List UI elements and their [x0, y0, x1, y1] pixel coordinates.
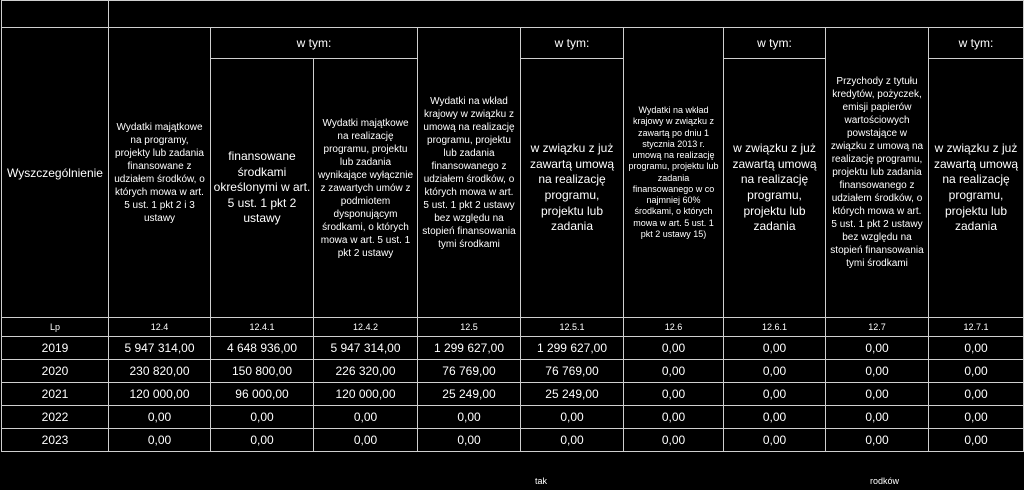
header-text-line: 5 ust. 1 pkt 2 i 3 — [124, 199, 195, 211]
header-text-line: kredytów, pożyczek, — [832, 89, 922, 100]
header-text-line: zawartą po dniu 1 — [637, 127, 710, 138]
header-text-line: powstające w — [846, 128, 908, 139]
table-cell: 0,00 — [314, 406, 418, 429]
header-text-line: mowa w art. 5 ust. 1 — [320, 234, 411, 246]
header-text-line: udziałem środków, o — [831, 193, 923, 204]
header-text-line: na realizację — [942, 172, 1010, 187]
col-number: 12.4 — [109, 318, 211, 337]
header-text-line: na realizację — [740, 172, 809, 187]
header-text-line: lub zadania — [339, 156, 392, 168]
row-year: 2019 — [2, 337, 109, 360]
table-cell: 5 947 314,00 — [109, 337, 211, 360]
table-cell: 0,00 — [211, 406, 314, 429]
header-text-line: Wydatki majątkowe — [322, 117, 409, 129]
row-year: 2023 — [2, 429, 109, 452]
header-text-line: bez względu na — [842, 232, 912, 243]
header-text-line: podmiotem — [340, 195, 391, 207]
table-cell: 0,00 — [724, 406, 826, 429]
header-text-line: tymi środkami — [438, 238, 500, 250]
header-text-line: 5 ust. 1 pkt 2 ustawy — [423, 199, 515, 211]
header-text-line: krajowy w związku z — [632, 116, 715, 127]
header-text-line: finansowanego z — [431, 160, 507, 172]
header-text-line: w związku z już — [733, 141, 816, 156]
header-text-line: związku z umową na — [830, 141, 924, 152]
table-cell: 0,00 — [929, 360, 1024, 383]
header-text-line: realizację programu, — [831, 154, 923, 165]
header-text-line: najmniej 60% — [646, 195, 701, 205]
header-col-12-6 — [624, 28, 724, 318]
header-text-line: tymi środkami — [846, 258, 908, 269]
table-cell: 0,00 — [826, 429, 929, 452]
header-text-line: zawartą umową — [529, 156, 615, 171]
header-text-line: ustawy — [243, 211, 281, 226]
table-cell: 4 648 936,00 — [211, 337, 314, 360]
col-number: Lp — [2, 318, 109, 337]
table-cell: 0,00 — [826, 406, 929, 429]
header-text-line: finansowanego z — [839, 180, 915, 191]
header-text-line: na realizację — [538, 172, 606, 187]
header-text-line: projekty lub zadania — [115, 147, 204, 159]
budget-table — [1, 0, 1024, 452]
header-text-line: Wydatki na wkład — [638, 105, 709, 115]
footer-fragment: tak — [535, 476, 548, 486]
table-cell: 120 000,00 — [314, 383, 418, 406]
header-text-line: bez względu na — [434, 212, 504, 224]
table-cell: 0,00 — [109, 429, 211, 452]
header-text-line: zawartą umową — [732, 156, 817, 171]
table-cell: 0,00 — [418, 406, 521, 429]
table-cell: 0,00 — [724, 383, 826, 406]
table-cell: 0,00 — [109, 406, 211, 429]
table-cell: 0,00 — [724, 429, 826, 452]
header-wyszczegolnienie: Wyszczególnienie — [2, 28, 109, 318]
table-cell: 0,00 — [624, 383, 724, 406]
table-cell: 0,00 — [521, 406, 624, 429]
header-col-12-7 — [826, 28, 929, 318]
header-text-line: lub zadania — [443, 147, 495, 159]
header-text-line: programu, projektu — [323, 143, 408, 155]
header-text-line: mowa w art. 5 ust. 1 — [633, 217, 714, 228]
header-text-line: w związku z już — [530, 141, 614, 156]
header-text-line: Wydatki majątkowe — [116, 121, 203, 133]
header-text-line: projektu lub — [540, 203, 604, 218]
table-cell: 0,00 — [929, 383, 1024, 406]
header-text-line: emisji papierów — [842, 102, 912, 113]
w-tym-label-4: w tym: — [929, 28, 1024, 59]
table-cell: 5 947 314,00 — [314, 337, 418, 360]
header-text-line: ustawy — [143, 212, 176, 224]
header-text-line: finansowane — [228, 149, 296, 164]
top-cell-span — [109, 1, 1024, 28]
col-number: 12.6.1 — [724, 318, 826, 337]
header-text-line: zadania — [753, 219, 796, 234]
row-year: 2022 — [2, 406, 109, 429]
table-cell: 1 299 627,00 — [418, 337, 521, 360]
table-cell: 0,00 — [624, 360, 724, 383]
table-cell: 0,00 — [826, 360, 929, 383]
table-cell: 0,00 — [314, 429, 418, 452]
data-rows — [2, 337, 1024, 452]
header-text-line: stopień finansowania — [830, 245, 924, 256]
row-year: 2020 — [2, 360, 109, 383]
header-col-12-4 — [109, 28, 211, 318]
w-tym-label-2: w tym: — [521, 28, 624, 59]
table-cell: 0,00 — [624, 337, 724, 360]
table-cell: 25 249,00 — [418, 383, 521, 406]
row-year: 2021 — [2, 383, 109, 406]
table-cell: 0,00 — [521, 429, 624, 452]
header-text-line: programu, projektu — [427, 134, 511, 146]
header-text-line: Przychody z tytułu — [836, 76, 918, 87]
table-cell: 0,00 — [624, 406, 724, 429]
header-text-line: pkt 2 ustawy 15) — [640, 228, 707, 239]
w-tym-row — [2, 28, 1024, 59]
table-cell: 0,00 — [826, 383, 929, 406]
table-cell: 230 820,00 — [109, 360, 211, 383]
header-text-line: wartościowych — [844, 115, 910, 126]
table-cell: 0,00 — [929, 337, 1024, 360]
header-text-line: 5 ust. 1 pkt 2 — [227, 195, 297, 210]
header-text-line: zadania — [550, 219, 594, 234]
col-number: 12.5.1 — [521, 318, 624, 337]
table-row — [2, 383, 1024, 406]
table-cell: 0,00 — [929, 406, 1024, 429]
table-cell: 0,00 — [624, 429, 724, 452]
header-text-line: projektu lub zadania — [832, 167, 922, 178]
header-text-line: na realizację — [337, 130, 394, 142]
header-col-12-6-1 — [724, 59, 826, 318]
header-text-line: 5 ust. 1 pkt 2 ustawy — [831, 219, 923, 230]
col-number: 12.5 — [418, 318, 521, 337]
header-col-12-4-1 — [211, 59, 314, 318]
table-cell: 25 249,00 — [521, 383, 624, 406]
col-number: 12.4.2 — [314, 318, 418, 337]
col-number: 12.6 — [624, 318, 724, 337]
table-cell: 76 769,00 — [521, 360, 624, 383]
header-text-line: stycznia 2013 r. — [642, 138, 705, 149]
header-text-line: zawartą umową — [933, 156, 1019, 171]
header-text-line: środkami — [237, 164, 287, 179]
header-text-line: na programy, — [130, 134, 189, 146]
header-text-line: udziałem środków, o — [423, 173, 515, 185]
header-text-line: wynikające wyłącznie — [317, 169, 414, 181]
header-text-line: których mowa w art. — [832, 206, 922, 217]
header-col-12-7-1 — [929, 59, 1024, 318]
header-text-line: pkt 2 ustawy — [337, 247, 394, 259]
table-cell: 76 769,00 — [418, 360, 521, 383]
header-text-line: finansowanego w co — [632, 183, 715, 194]
header-text-line: których mowa w art. — [424, 186, 514, 198]
header-text-line: projektu lub — [743, 203, 806, 218]
header-text-line: programu, — [747, 188, 802, 202]
header-text-line: środkami, o których — [322, 221, 409, 233]
header-text-line: Wydatki na wkład — [430, 95, 508, 107]
table-cell: 0,00 — [724, 337, 826, 360]
table-cell: 96 000,00 — [211, 383, 314, 406]
column-number-row — [2, 318, 1024, 337]
header-col-12-4-2 — [314, 59, 418, 318]
table-cell: 1 299 627,00 — [521, 337, 624, 360]
header-text-line: których mowa w art. — [115, 186, 204, 198]
header-text-line: z zawartych umów z — [320, 182, 411, 194]
header-text-line: projektu lub — [944, 203, 1008, 218]
table-cell: 0,00 — [211, 429, 314, 452]
header-text-line: umową na realizację — [423, 121, 515, 133]
header-text-line: stopień finansowania — [422, 225, 516, 237]
table-row — [2, 406, 1024, 429]
col-number: 12.7 — [826, 318, 929, 337]
table-cell: 0,00 — [418, 429, 521, 452]
top-cell-left — [2, 1, 109, 28]
header-text-line: w związku z już — [934, 141, 1018, 156]
header-text-line: finansowane z — [127, 160, 192, 172]
w-tym-label-1: w tym: — [211, 28, 418, 59]
header-text-line: zadania — [657, 172, 690, 183]
header-text-line: krajowy w związku z — [423, 108, 515, 120]
header-text-line: udziałem środków, o — [114, 173, 205, 185]
table-cell: 150 800,00 — [211, 360, 314, 383]
header-col-12-5 — [418, 28, 521, 318]
header-col-12-5-1 — [521, 59, 624, 318]
table-cell: 0,00 — [929, 429, 1024, 452]
table-cell: 226 320,00 — [314, 360, 418, 383]
header-text-line: programu, — [544, 188, 600, 202]
table-cell: 0,00 — [724, 360, 826, 383]
table-row — [2, 337, 1024, 360]
header-text-line: środkami, o których — [634, 206, 713, 217]
table-row — [2, 360, 1024, 383]
col-number: 12.7.1 — [929, 318, 1024, 337]
table-cell: 120 000,00 — [109, 383, 211, 406]
w-tym-label-3: w tym: — [724, 28, 826, 59]
table-cell: 0,00 — [826, 337, 929, 360]
header-text-line: umową na realizację — [632, 150, 715, 160]
header-text-line: programu, — [948, 188, 1004, 202]
header-text-line: określonymi w art. — [213, 180, 311, 195]
header-text-line: dysponującym — [333, 208, 398, 220]
header-text-line: zadania — [954, 219, 998, 234]
footer-fragment: rodków — [870, 476, 900, 486]
table-row — [2, 429, 1024, 452]
col-number: 12.4.1 — [211, 318, 314, 337]
header-text-line: programu, projektu lub — [628, 161, 719, 172]
top-border-row — [2, 1, 1024, 28]
